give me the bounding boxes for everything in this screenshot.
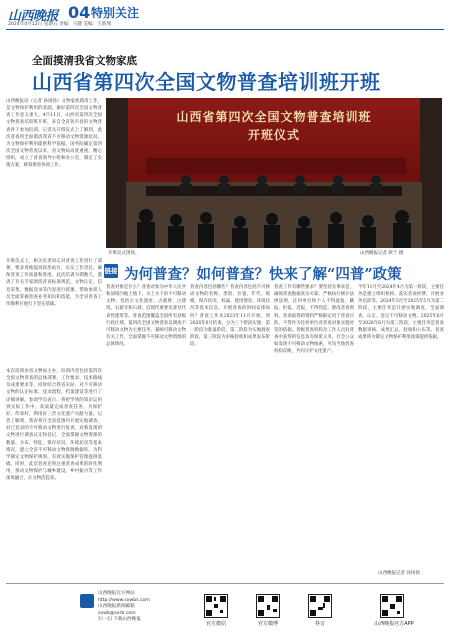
qr-label-douyin: 抖音 [314,621,325,627]
qr-label-weibo: 官方微博 [257,621,278,627]
photo-caption: 开班仪式现场。 [108,251,140,256]
footer-info [98,591,150,624]
newspaper-icon [80,594,94,608]
masthead-rule [6,29,444,30]
app-qr-code[interactable] [380,594,404,618]
qr-label-wechat: 官方微信 [205,621,226,627]
article-kicker: 全面摸清我省文物家底 [32,55,137,67]
article-column-1b: 开班仪式上，相关负责同志对普查工作进行了部署，要求各地提高政治站位，压实工作责任，确保普查工作质量和进度。此次培训为期数天，邀请了有关专家围绕普查标准规范、文物认定、信息采集、数据登录等内容进行授课，帮助参训人员全面掌握普查业务知识和技能，为全省普查工作顺利开展打下坚实基础。 [6,259,102,307]
weibo-qr-code[interactable] [256,594,280,618]
qa-headline: 为何普查？如何普查？快来了解“四普”政策 [124,266,402,283]
link-badge: 链接 [104,264,118,278]
ceremony-photo [106,98,442,248]
email-label: 山西晚报新闻邮箱 [98,604,135,609]
date-line: 2024年4月12日 星期五 责编：马健 美编：王新翔 [8,22,111,27]
app-download-label: 扫一扫 下载山西晚报 [98,617,141,622]
footer-rule [6,583,444,584]
douyin-qr-code[interactable] [308,594,332,618]
photo-credit: 山西晚报记者 耿宁 摄 [360,251,404,256]
page-number: 04 [68,3,91,22]
office-site[interactable]: http://www.sxwbs.com [98,597,150,603]
article-headline: 山西省第四次全国文物普查培训班开班 [32,70,381,94]
photo-stage-banner: 山西省第四次全国文物普查培训班 开班仪式 [176,110,372,142]
section-name: 特别关注 [91,6,140,20]
qa-column-3: 普查工作有哪些要求？要坚持实事求是，确保普查数据真实可靠；严格执行统计法律法规，任何单位和个人不得虚报、瞒报、拒报、迟报，不得伪造、篡改普查资料。普查取得的资料严格限定用于普查目的，不得作为任何单位对普查对象实施处罚的依据。各级普查机构及工作人员对普查中获得的信息负有保密义务。社会公众如发现不可移动文物线索，可向当地普查机构反映，共同守护文化遗产。 [274,285,354,355]
email-address[interactable]: sxwb@sxrb.com [98,610,136,616]
qa-source: 山西晚报记者 孙扬扬 [378,571,420,576]
qr-label-app: 山西晚报官方APP [374,621,414,627]
article-column-1c: 本次培训由省文物局主办，培训内容包括第四次全国文物普查的总体部署、工作要求、技术路线及成果要求等，同时结合我省实际，对不可移动文物的认定标准、登录流程、档案建设等进行了详细讲解。参训学员表示，将把学到的知识运用到实际工作中，高质量完成普查任务，为保护好、传承好、利用好三晋文化遗产贡献力量。记者了解到，我省将在全省范围内开展实地调查，对已登录的不可移动文物进行复查，对新发现的文物进行调查认定和登记，全面掌握文物资源的数量、分布、特征、保存状况、环境状况等基本情况，建立全省不可移动文物资源数据库，为科学制定文物保护规划、有效实施保护管理提供基础。同时，此次普查还将注重普查成果的转化利用，推动文物保护与城乡建设、乡村振兴等工作深度融合，让文物活起来。 [6,369,102,482]
newspaper-logo: 山西晚报 [8,9,59,24]
article-column-1: 山西晚报讯（记者 孙扬扬）文物家底摸清工作，是文物保护利用的基础，做好第四次全国文物普查工作意义重大。4月11日，山西省第四次全国文物普查培训班开班，来自全省各市县的文物普查骨干参加培训。记者从开班仪式上了解到，此次普查将全面摸清我省不可移动文物资源状况，为文物保护利用提供科学依据。国务院确定第四次全国文物普查以来，省文物局高度重视，精心组织，成立了普查领导小组和办公室，制定了实施方案，统筹推进各项工作。 [6,99,102,169]
office-site-label: 山西晚报官方网站 [98,591,135,596]
qa-column-1: 普查对象是什么？普查对象为中华人民共和国境内地上地下、水上水下的不可移动文物，包括古文化遗址、古墓葬、古建筑、石窟寺和石刻、近现代重要史迹及代表性建筑等。普查范围覆盖全国所有县级行政区域。第四次全国文物普查以调查不可移动文物为主要任务，兼顾可移动文物有关工作，全面掌握不可移动文物资源的总体情况。 [106,285,186,348]
qa-column-4: 今年11月至2024年4月为第一阶段，主要任务是建立组织机构、落实普查经费、开展业务培训等。2024年5月至2025年5月为第二阶段，主要任务是开展实地调查，全面调查、认定、登记不可移动文物。2025年6月至2026年6月为第三阶段，主要任务是普查数据审核、成果汇总、验收和公布等。普查成果将为制定文物保护利用政策提供依据。 [358,285,444,341]
qa-column-2: 普查内容包括哪些？普查内容包括不可移动文物的名称、类别、位置、年代、规模、保存状况、权属、使用情况、环境状况等基本信息。开展普查的时间安排如何？普查工作从2023年11月开始，到2026年6月结束，分为三个阶段实施：第一阶段为准备阶段，第二阶段为实地调查阶段，第三阶段为审核验收和成果发布阶段。 [190,285,270,348]
wechat-qr-code[interactable] [204,594,228,618]
